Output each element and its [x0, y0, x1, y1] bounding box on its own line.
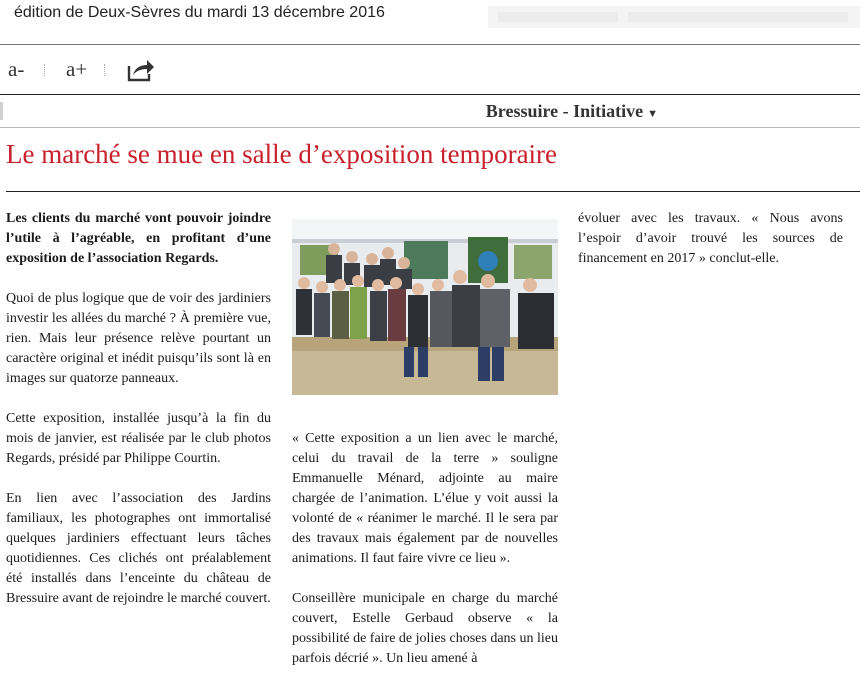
font-decrease-button[interactable]: a- [8, 57, 25, 81]
newspaper-logo-icon [488, 2, 860, 32]
font-increase-button[interactable]: a+ [66, 57, 88, 81]
article-paragraph: Conseillère municipale en charge du marché couvert, Estelle Gerbaud observe « la possibilité de faire de jolies choses dans un lieu parfois décrié ». Un lieu amené à [292, 591, 558, 666]
section-edge-marker [0, 102, 3, 120]
article-column-1 [6, 209, 271, 629]
section-bar [0, 96, 860, 128]
section-divider [0, 127, 860, 128]
caret-down-icon: ▼ [647, 108, 658, 120]
article-headline: Le marché se mue en salle d’exposition temporaire [6, 139, 558, 169]
reader-toolbar [0, 46, 860, 94]
article-column-3 [578, 209, 843, 289]
section-dropdown[interactable] [486, 101, 658, 122]
article-paragraph: Cette exposition, installée jusqu’à la fin du mois de janvier, est réalisée par le club photos Regards, présidé par Philippe Courtin. [6, 411, 271, 466]
article-column-2 [292, 429, 558, 689]
headline-divider [6, 191, 860, 192]
section-label: Bressuire - Initiative [485, 101, 644, 121]
newspaper-logo-watermark [488, 2, 860, 38]
toolbar-separator [44, 64, 45, 76]
article-photo [292, 219, 558, 395]
article-paragraph: En lien avec l’association des Jardins familiaux, les photographes ont immortalisé quelques jardiniers effectuant leurs tâches quotidiennes. Ces clichés ont préalablement été installés dans l’enceinte du château de Bressuire avant de rejoindre le marché couvert. [6, 491, 271, 606]
edition-header [0, 0, 860, 44]
article-paragraph: « Cette exposition a un lien avec le marché, celui du travail de la terre » souligne Emmanuelle Ménard, adjointe au maire chargée de l’animation. L’élue y voit aussi la volonté de « réanimer le marché. Il le sera par des travaux mais également par de nouvelles animations. Il faut faire vivre ce lieu ». [292, 431, 558, 566]
article-paragraph: Quoi de plus logique que de voir des jardiniers investir les allées du marché ? À première vue, rien. Mais leur présence relève pourtant un caractère original et inédit puisqu’ils sont là en images sur quatorze panneaux. [6, 291, 271, 386]
header-divider [0, 44, 860, 45]
toolbar-divider [0, 94, 860, 95]
toolbar-separator [104, 64, 105, 76]
edition-title: édition de Deux-Sèvres du mardi 13 décembre 2016 [14, 4, 385, 21]
share-icon[interactable] [127, 58, 155, 82]
article-paragraph: évoluer avec les travaux. « Nous avons l’espoir d’avoir trouvé les sources de financement en 2017 » conclut-elle. [578, 211, 843, 266]
group-photo-image [292, 219, 558, 395]
article-lead: Les clients du marché vont pouvoir joindre l’utile à l’agréable, en profitant d’une exposition de l’association Regards. [6, 211, 271, 266]
